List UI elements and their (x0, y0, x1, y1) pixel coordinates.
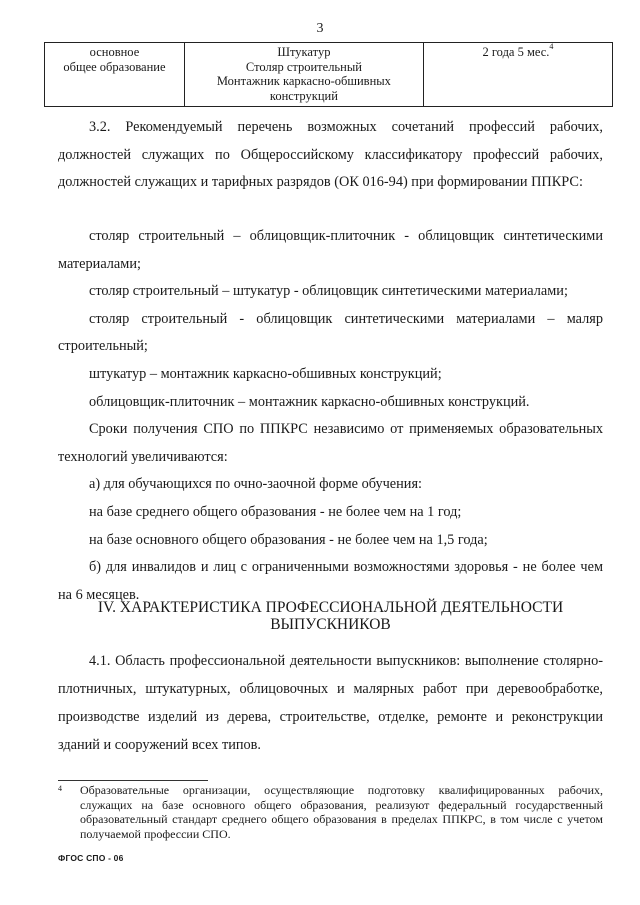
footnote-reference[interactable]: 4 (549, 41, 554, 51)
document-code: ФГОС СПО - 06 (58, 853, 124, 863)
profession-line: Монтажник каркасно-обшивных (216, 74, 391, 88)
list-item: облицовщик-плиточник – монтажник каркасно-обшивных конструкций. (89, 393, 530, 410)
footnote (58, 783, 603, 841)
list-item: а) для обучающихся по очно-заочной форме обучения: (89, 476, 422, 493)
footnote-divider (58, 780, 208, 781)
section-3-2-intro: 3.2. Рекомендуемый перечень возможных сочетаний профессий рабочих, должностей служащих по Общероссийскому классификатору профессий рабочих, должностей служащих и тарифных разрядов (ОК 016-94) при формировании ППКРС: (58, 119, 603, 191)
footnote-mark: 4 (58, 784, 62, 793)
profession-line: конструкций (269, 88, 338, 103)
professions-cell (184, 43, 423, 107)
section-4-1-text: 4.1. Область профессиональной деятельности выпускников: выполнение столярно-плотничных, штукатурных, облицовочных и малярных работ при деревообработке, производстве изделий из дерева, строительстве, отделке, ремонте и реконструкции зданий и сооружений всех типов. (58, 653, 603, 753)
education-level-line: основное (89, 45, 140, 59)
profession-line: Штукатур (277, 45, 331, 59)
footnote-text: Образовательные организации, осуществляющие подготовку квалифицированных рабочих, служащих на базе основного общего образования, реализуют федеральный государственный образовательный стандарт среднего общего образования в пределах ППКРС, в том числе с учетом получаемой профессии СПО. (80, 783, 603, 841)
list-item: б) для инвалидов и лиц с ограниченными возможностями здоровья - не более чем на 6 месяцев. (58, 559, 603, 603)
section-heading-line: IV. ХАРАКТЕРИСТИКА ПРОФЕССИОНАЛЬНОЙ ДЕЯТЕЛЬНОСТИ (97, 599, 564, 616)
list-item: столяр строительный – облицовщик-плиточник - облицовщик синтетическими материалами; (58, 228, 603, 272)
list-item: столяр строительный – штукатур - облицовщик синтетическими материалами; (89, 283, 568, 300)
section-3-2 (58, 114, 603, 197)
education-duration-table (44, 42, 613, 107)
list-item: штукатур – монтажник каркасно-обшивных конструкций; (89, 365, 442, 382)
list-item: на базе среднего общего образования - не более чем на 1 год; (89, 503, 462, 520)
section-4-1 (58, 647, 603, 759)
profession-combinations-list (58, 223, 603, 609)
profession-line: Столяр строительный (245, 59, 362, 74)
education-level-cell (45, 43, 185, 107)
table-row (45, 43, 613, 107)
education-level-line: общее образование (63, 59, 166, 74)
duration-cell (423, 43, 612, 107)
list-item: столяр строительный - облицовщик синтетическими материалами – маляр строительный; (58, 310, 603, 355)
terms-intro: Сроки получения СПО по ППКРС независимо от применяемых образовательных технологий увеличиваются: (58, 421, 603, 465)
list-item: на базе основного общего образования - не более чем на 1,5 года; (89, 531, 488, 548)
page-number: 3 (316, 21, 324, 36)
section-heading (58, 599, 603, 633)
section-heading-line: ВЫПУСКНИКОВ (270, 616, 391, 633)
footnote-paragraph (58, 783, 603, 841)
duration-text: 2 года 5 мес. (482, 45, 550, 59)
